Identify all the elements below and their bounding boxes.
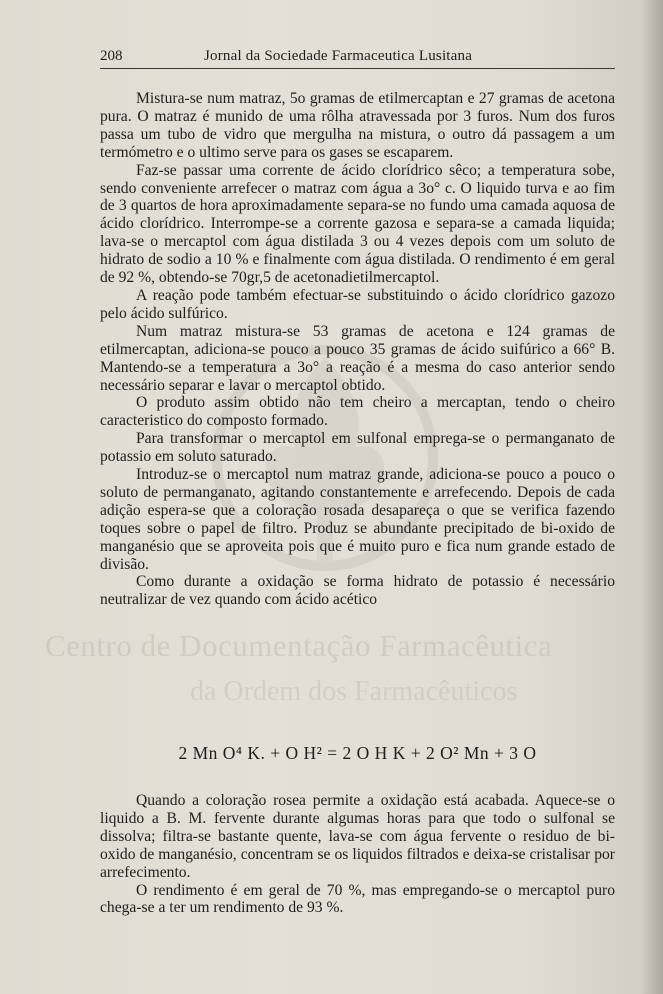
paragraph: Faz-se passar uma corrente de ácido clorídrico sêco; a temperatura sobe, sendo conveniente arrefecer o matraz com água a 3o° c. O liquido turva e ao fim de 3 quartos de hora aproximadamente separa-se no fundo uma camada aquosa de ácido clorídrico. Interrompe-se a corrente gazosa e separa-se a camada liquida; lava-se o mercaptol com água distilada 3 ou 4 vezes depois com um soluto de hidrato de sodio a 10 % e finalmente com água distilada. O rendimento é em geral de 92 %, obtendo-se 70gr,5 de acetonadietilmercaptol. xyxy=(100,161,615,287)
header-rule xyxy=(100,68,615,69)
page-number: 208 xyxy=(100,48,123,64)
paragraph: O produto assim obtido não tem cheiro a mercaptan, tendo o cheiro caracteristico do composto formado. xyxy=(100,394,615,430)
paragraph: Introduz-se o mercaptol num matraz grande, adiciona-se pouco a pouco o soluto de permanganato, agitando constantemente e arrefecendo. Depois de cada adição espera-se que a coloração rosada desapareça o que se verifica fazendo toques sobre o papel de filtro. Produz se abundante precipitado de bi-oxido de manganésio que se aproveita pois que é muito puro e fica num grande estado de divisão. xyxy=(100,466,615,573)
watermark-line-1: Centro de Documentação Farmacêutica xyxy=(45,628,553,663)
main-text xyxy=(100,90,615,609)
page-edge-shadow xyxy=(641,0,663,994)
paragraph: Para transformar o mercaptol em sulfonal emprega-se o permanganato de potassio em soluto saturado. xyxy=(100,430,615,466)
paragraph: A reação pode também efectuar-se substituindo o ácido clorídrico gazozo pelo ácido sulfúrico. xyxy=(100,286,615,322)
paragraph: O rendimento é em geral de 70 %, mas empregando-se o mercaptol puro chega-se a ter um rendimento de 93 %. xyxy=(100,881,615,917)
watermark-line-2: da Ordem dos Farmacêuticos xyxy=(190,676,518,707)
paragraph: Num matraz mistura-se 53 gramas de acetona e 124 gramas de etilmercaptan, adiciona-se pouco a pouco 35 gramas de ácido suifúrico a 66° B. Mantendo-se a temperatura a 3o° a reação é a mesma do caso anterior sendo necessário separar e lavar o mercaptol obtido. xyxy=(100,322,615,394)
chemical-equation: 2 Mn O⁴ K. + O H² = 2 O H K + 2 O² Mn + 3 O xyxy=(178,743,537,763)
paragraph: Quando a coloração rosea permite a oxidação está acabada. Aquece-se o liquido a B. M. fervente durante algumas horas para que todo o sulfonal se dissolva; filtra-se bastante quente, lava-se com água fervente o residuo de bi-oxido de manganésio, concentram se os liquidos filtrados e deixa-se cristalisar por arrefecimento. xyxy=(100,792,615,881)
journal-title: Jornal da Sociedade Farmaceutica Lusitana xyxy=(204,48,473,64)
running-header xyxy=(100,48,614,68)
paragraph: Mistura-se num matraz, 5o gramas de etilmercaptan e 27 gramas de acetona pura. O matraz é munido de uma rôlha atravessada por 3 furos. Num dos furos passa um tubo de vidro que mergulha na mistura, o outro dá passagem a um termómetro e o ultimo serve para os gases se escaparem. xyxy=(100,90,615,161)
main-text-continued xyxy=(100,792,615,917)
paragraph: Como durante a oxidação se forma hidrato de potassio é necessário neutralizar de vez quando com ácido acético xyxy=(100,573,615,609)
